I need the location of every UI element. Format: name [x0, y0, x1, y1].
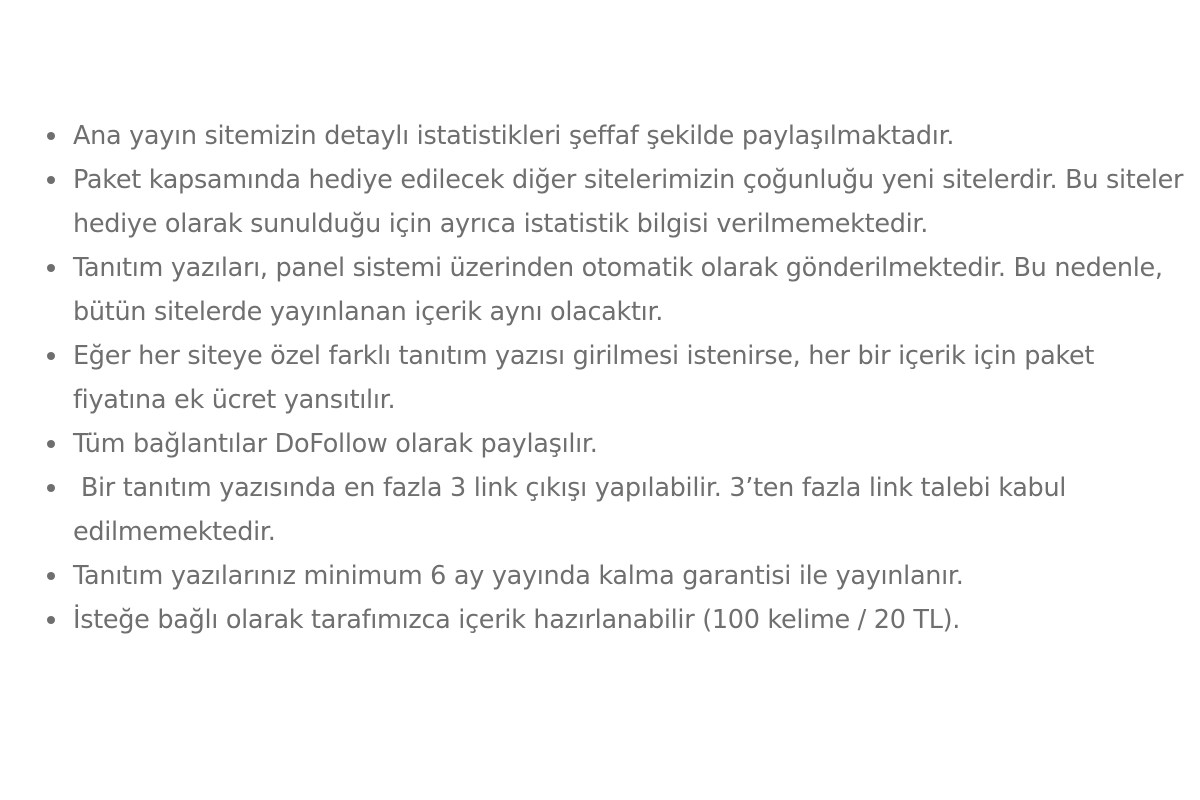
bullet-icon — [47, 484, 55, 492]
bullet-icon — [47, 572, 55, 580]
bullet-icon — [47, 440, 55, 448]
list-item — [73, 246, 1188, 334]
list-item — [73, 158, 1188, 246]
list-item — [73, 554, 1188, 598]
list-item — [73, 114, 1188, 158]
list-item-text: Tanıtım yazılarınız minimum 6 ay yayında kalma garantisi ile yayınlanır. — [73, 561, 964, 591]
bullet-icon — [47, 352, 55, 360]
list-item-text: Paket kapsamında hediye edilecek diğer sitelerimizin çoğunluğu yeni sitelerdir. Bu siteler hediye olarak sunulduğu için ayrıca istatistik bilgisi verilmemektedir. — [73, 165, 1184, 239]
list-item-text: Tanıtım yazıları, panel sistemi üzerinden otomatik olarak gönderilmektedir. Bu nedenle, bütün sitelerde yayınlanan içerik aynı olacaktır. — [73, 253, 1163, 327]
bullet-icon — [47, 264, 55, 272]
list-item-text: Eğer her siteye özel farklı tanıtım yazısı girilmesi istenirse, her bir içerik için paket fiyatına ek ücret yansıtılır. — [73, 341, 1095, 415]
list-item — [73, 334, 1188, 422]
bullet-icon — [47, 132, 55, 140]
list-item-text: İsteğe bağlı olarak tarafımızca içerik hazırlanabilir (100 kelime / 20 TL). — [73, 605, 961, 635]
list-item — [73, 422, 1188, 466]
notes-list — [73, 114, 1188, 642]
list-item — [73, 466, 1188, 554]
bullet-icon — [47, 616, 55, 624]
list-item-text: Ana yayın sitemizin detaylı istatistikleri şeffaf şekilde paylaşılmaktadır. — [73, 121, 955, 151]
list-item-text: Tüm bağlantılar DoFollow olarak paylaşılır. — [73, 429, 598, 459]
list-item — [73, 598, 1188, 642]
list-item-text: Bir tanıtım yazısında en fazla 3 link çıkışı yapılabilir. 3’ten fazla link talebi kabul edilmemektedir. — [73, 473, 1074, 547]
bullet-icon — [47, 176, 55, 184]
